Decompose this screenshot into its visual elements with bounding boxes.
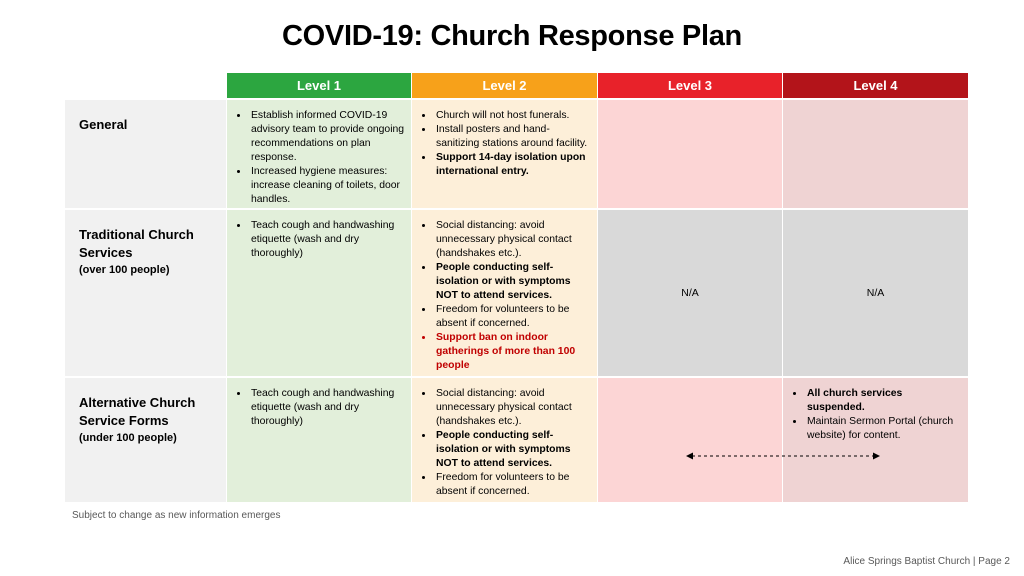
bullet-item: • Church will not host funerals. [434,109,591,123]
row-title: Alternative Church Service Forms [79,395,196,428]
alternative-level-2-list [412,378,597,499]
row-header-general [65,100,226,208]
bullet-item: • Maintain Sermon Portal (church website) for content. [805,415,962,443]
traditional-level-3-cell: N/A [598,210,782,376]
general-level-2-list [412,100,597,179]
bullet-item: • Support ban on indoor gatherings of more than 100 people [434,331,591,373]
traditional-level-4-cell: N/A [783,210,968,376]
bullet-item: • Teach cough and handwashing etiquette (wash and dry thoroughly) [249,219,405,261]
level-2-header: Level 2 [412,73,597,98]
bullet-item: • Social distancing: avoid unnecessary physical contact (handshakes etc.). [434,219,591,261]
row-title: General [79,117,128,132]
page-footer: Alice Springs Baptist Church | Page 2 [843,556,1010,567]
page-title: COVID-19: Church Response Plan [282,20,742,52]
bullet-item: • Establish informed COVID-19 advisory team to provide ongoing recommendations on plan response. [249,109,405,165]
bullet-item: • All church services suspended. [805,387,962,415]
row-title: Traditional Church Services [79,227,194,260]
row-header-traditional [65,210,226,376]
bullet-item: • People conducting self-isolation or with symptoms NOT to attend services. [434,429,591,471]
bullet-item: • Freedom for volunteers to be absent if concerned. [434,303,591,331]
row-subtitle: (over 100 people) [79,264,170,276]
row-header-alternative [65,378,226,502]
traditional-level-1-list [227,210,411,261]
bullet-item: • Support 14-day isolation upon international entry. [434,151,591,179]
level-1-header: Level 1 [227,73,411,98]
bullet-item: • Teach cough and handwashing etiquette (wash and dry thoroughly) [249,387,405,429]
alternative-level-4-cell [783,378,968,502]
bullet-item: • Install posters and hand-sanitizing stations around facility. [434,123,591,151]
bullet-item: • People conducting self-isolation or with symptoms NOT to attend services. [434,261,591,303]
double-arrow-icon [686,449,880,463]
general-level-3-cell [598,100,782,208]
general-level-2-cell [412,100,597,208]
general-level-1-cell [227,100,411,208]
general-level-1-list [227,100,411,207]
row-subtitle: (under 100 people) [79,432,177,444]
alternative-level-4-list [783,378,968,443]
alternative-level-2-cell [412,378,597,502]
bullet-item: • Social distancing: avoid unnecessary physical contact (handshakes etc.). [434,387,591,429]
alternative-level-1-list [227,378,411,429]
traditional-level-1-cell [227,210,411,376]
traditional-level-2-list [412,210,597,373]
level-4-header: Level 4 [783,73,968,98]
alternative-level-3-cell [598,378,782,502]
bullet-item: • Increased hygiene measures: increase cleaning of toilets, door handles. [249,165,405,207]
general-level-4-cell [783,100,968,208]
disclaimer-note: Subject to change as new information emerges [72,510,281,521]
alternative-level-1-cell [227,378,411,502]
traditional-level-2-cell [412,210,597,376]
level-3-header: Level 3 [598,73,782,98]
bullet-item: • Freedom for volunteers to be absent if concerned. [434,471,591,499]
